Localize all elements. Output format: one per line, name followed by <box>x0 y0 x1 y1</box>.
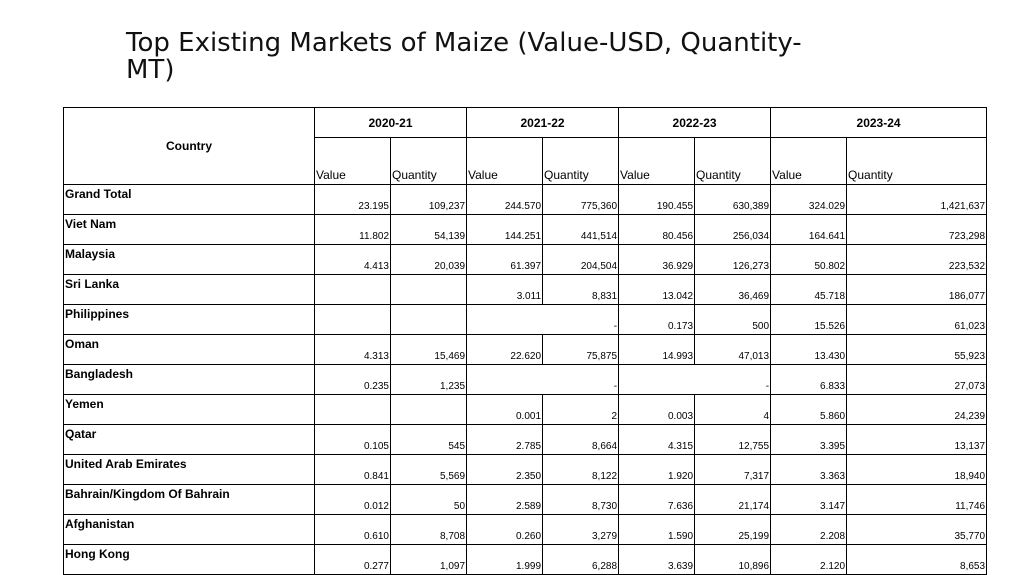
quantity-cell: 8,831 <box>543 275 619 305</box>
quantity-cell: 8,653 <box>847 545 987 575</box>
value-cell: 6.833 <box>771 365 847 395</box>
country-cell: Sri Lanka <box>64 275 315 305</box>
value-cell: 13.430 <box>771 335 847 365</box>
quantity-column-header: Quantity <box>391 138 467 185</box>
table-row <box>64 275 987 305</box>
value-cell: 1.590 <box>619 515 695 545</box>
quantity-cell: 186,077 <box>847 275 987 305</box>
quantity-cell: 256,034 <box>695 215 771 245</box>
year-header: 2023-24 <box>771 108 987 138</box>
quantity-cell: 126,273 <box>695 245 771 275</box>
value-cell: 0.012 <box>315 485 391 515</box>
value-column-header: Value <box>467 138 543 185</box>
value-cell: 4.413 <box>315 245 391 275</box>
quantity-column-header: Quantity <box>847 138 987 185</box>
country-cell: Bahrain/Kingdom Of Bahrain <box>64 485 315 515</box>
value-cell: 2.120 <box>771 545 847 575</box>
quantity-cell: 8,664 <box>543 425 619 455</box>
country-cell: Yemen <box>64 395 315 425</box>
value-cell <box>315 395 391 425</box>
quantity-cell: 24,239 <box>847 395 987 425</box>
country-column-header: Country <box>64 108 315 185</box>
quantity-cell: 7,317 <box>695 455 771 485</box>
quantity-cell <box>391 395 467 425</box>
quantity-cell: 8,122 <box>543 455 619 485</box>
value-cell: 23.195 <box>315 185 391 215</box>
value-cell: 190.455 <box>619 185 695 215</box>
value-cell: 4.315 <box>619 425 695 455</box>
quantity-cell: 723,298 <box>847 215 987 245</box>
value-cell: 3.147 <box>771 485 847 515</box>
quantity-cell: 6,288 <box>543 545 619 575</box>
value-column-header: Value <box>771 138 847 185</box>
quantity-cell: 18,940 <box>847 455 987 485</box>
quantity-cell: 36,469 <box>695 275 771 305</box>
value-cell: 0.105 <box>315 425 391 455</box>
value-cell: 11.802 <box>315 215 391 245</box>
country-cell: Viet Nam <box>64 215 315 245</box>
value-cell: 22.620 <box>467 335 543 365</box>
value-cell: 36.929 <box>619 245 695 275</box>
country-cell: Philippines <box>64 305 315 335</box>
value-cell: 0.001 <box>467 395 543 425</box>
quantity-cell: 1,235 <box>391 365 467 395</box>
quantity-cell: 15,469 <box>391 335 467 365</box>
table-row <box>64 245 987 275</box>
value-cell: 0.277 <box>315 545 391 575</box>
value-cell: 324.029 <box>771 185 847 215</box>
table-row <box>64 365 987 395</box>
table-row <box>64 545 987 575</box>
value-cell: 50.802 <box>771 245 847 275</box>
quantity-cell: 10,896 <box>695 545 771 575</box>
slide-title: Top Existing Markets of Maize (Value-USD, Quantity-MT) <box>126 28 802 85</box>
value-cell: 0.610 <box>315 515 391 545</box>
table-row <box>64 515 987 545</box>
quantity-cell: 630,389 <box>695 185 771 215</box>
value-cell: 2.589 <box>467 485 543 515</box>
value-cell: 3.639 <box>619 545 695 575</box>
value-cell <box>315 275 391 305</box>
table-row <box>64 215 987 245</box>
quantity-cell: - <box>695 365 771 395</box>
value-cell: 0.235 <box>315 365 391 395</box>
value-cell: 45.718 <box>771 275 847 305</box>
year-header: 2020-21 <box>315 108 467 138</box>
table-row <box>64 455 987 485</box>
country-cell: Qatar <box>64 425 315 455</box>
value-cell: 0.841 <box>315 455 391 485</box>
quantity-cell: 75,875 <box>543 335 619 365</box>
value-cell: 15.526 <box>771 305 847 335</box>
value-cell: 2.208 <box>771 515 847 545</box>
quantity-cell: 500 <box>695 305 771 335</box>
quantity-cell <box>391 275 467 305</box>
markets-table <box>63 107 987 575</box>
country-cell: Oman <box>64 335 315 365</box>
value-cell: 244.570 <box>467 185 543 215</box>
value-cell: 3.395 <box>771 425 847 455</box>
quantity-cell: 20,039 <box>391 245 467 275</box>
table-body <box>64 185 987 575</box>
value-cell: 3.011 <box>467 275 543 305</box>
quantity-cell: 13,137 <box>847 425 987 455</box>
quantity-cell: 21,174 <box>695 485 771 515</box>
quantity-cell: 50 <box>391 485 467 515</box>
quantity-cell: 8,708 <box>391 515 467 545</box>
value-cell: 61.397 <box>467 245 543 275</box>
quantity-cell <box>391 305 467 335</box>
table-row <box>64 425 987 455</box>
quantity-cell: 3,279 <box>543 515 619 545</box>
quantity-column-header: Quantity <box>543 138 619 185</box>
country-cell: Bangladesh <box>64 365 315 395</box>
quantity-cell: 204,504 <box>543 245 619 275</box>
quantity-cell: 1,421,637 <box>847 185 987 215</box>
country-cell: Hong Kong <box>64 545 315 575</box>
quantity-cell: 4 <box>695 395 771 425</box>
value-cell: 0.173 <box>619 305 695 335</box>
value-cell: 164.641 <box>771 215 847 245</box>
quantity-cell: 545 <box>391 425 467 455</box>
value-cell: 5.860 <box>771 395 847 425</box>
quantity-column-header: Quantity <box>695 138 771 185</box>
quantity-cell: 55,923 <box>847 335 987 365</box>
value-cell: 2.785 <box>467 425 543 455</box>
value-cell: 7.636 <box>619 485 695 515</box>
quantity-cell: - <box>543 365 619 395</box>
quantity-cell: 223,532 <box>847 245 987 275</box>
value-cell <box>467 365 543 395</box>
value-cell: 14.993 <box>619 335 695 365</box>
country-cell: United Arab Emirates <box>64 455 315 485</box>
table-row <box>64 185 987 215</box>
quantity-cell: 54,139 <box>391 215 467 245</box>
value-cell: 13.042 <box>619 275 695 305</box>
value-cell <box>315 305 391 335</box>
table-row <box>64 485 987 515</box>
quantity-cell: 11,746 <box>847 485 987 515</box>
quantity-cell: 1,097 <box>391 545 467 575</box>
quantity-cell: 12,755 <box>695 425 771 455</box>
quantity-cell: 441,514 <box>543 215 619 245</box>
value-column-header: Value <box>619 138 695 185</box>
country-cell: Afghanistan <box>64 515 315 545</box>
quantity-cell: 775,360 <box>543 185 619 215</box>
country-cell: Malaysia <box>64 245 315 275</box>
value-cell <box>619 365 695 395</box>
quantity-cell: 8,730 <box>543 485 619 515</box>
value-cell <box>467 305 543 335</box>
value-cell: 4.313 <box>315 335 391 365</box>
quantity-cell: 109,237 <box>391 185 467 215</box>
value-cell: 1.999 <box>467 545 543 575</box>
year-header: 2021-22 <box>467 108 619 138</box>
table-row <box>64 335 987 365</box>
value-cell: 80.456 <box>619 215 695 245</box>
year-header: 2022-23 <box>619 108 771 138</box>
quantity-cell: 61,023 <box>847 305 987 335</box>
quantity-cell: 25,199 <box>695 515 771 545</box>
value-cell: 144.251 <box>467 215 543 245</box>
quantity-cell: 5,569 <box>391 455 467 485</box>
value-cell: 1.920 <box>619 455 695 485</box>
quantity-cell: - <box>543 305 619 335</box>
quantity-cell: 35,770 <box>847 515 987 545</box>
value-cell: 0.260 <box>467 515 543 545</box>
quantity-cell: 47,013 <box>695 335 771 365</box>
year-header-row <box>64 108 987 138</box>
value-cell: 3.363 <box>771 455 847 485</box>
quantity-cell: 27,073 <box>847 365 987 395</box>
value-cell: 0.003 <box>619 395 695 425</box>
country-cell: Grand Total <box>64 185 315 215</box>
table-row <box>64 395 987 425</box>
table-row <box>64 305 987 335</box>
value-cell: 2.350 <box>467 455 543 485</box>
quantity-cell: 2 <box>543 395 619 425</box>
value-column-header: Value <box>315 138 391 185</box>
